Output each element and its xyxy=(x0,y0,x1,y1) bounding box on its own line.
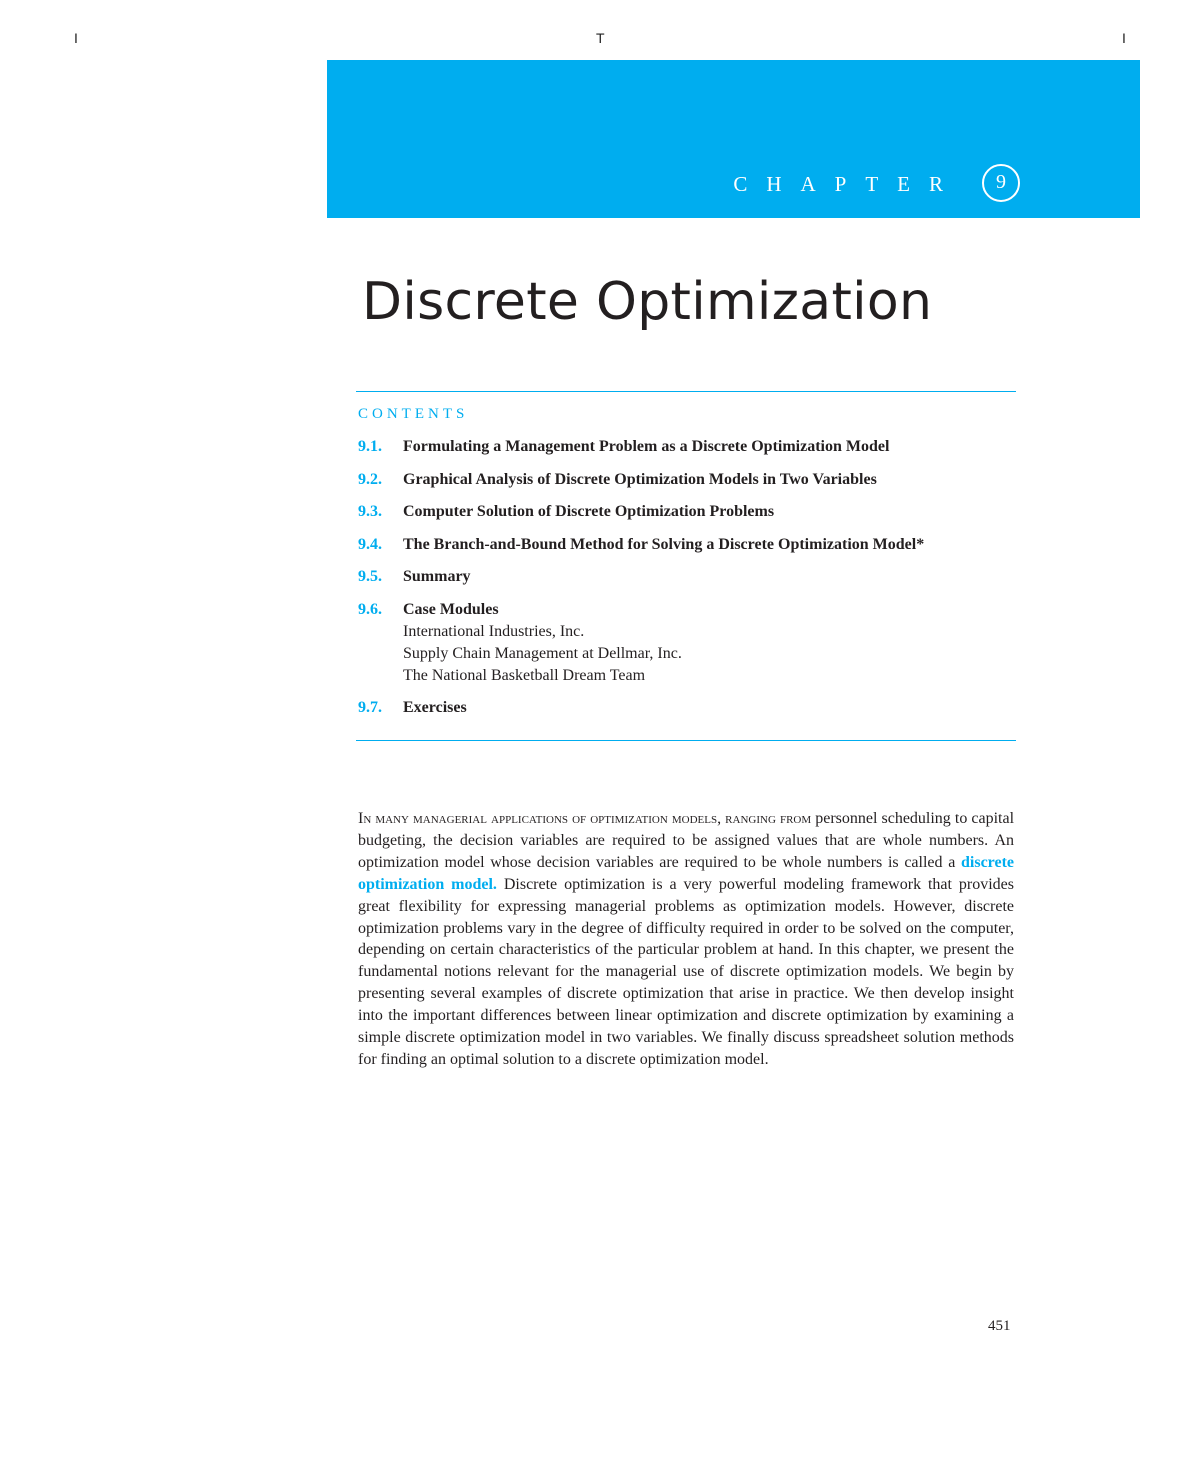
toc-title: The Branch-and-Bound Method for Solving a Discrete Optimization Model* xyxy=(403,535,925,553)
intro-paragraph xyxy=(358,808,1014,1071)
chapter-banner xyxy=(327,60,1140,218)
contents-top-rule xyxy=(356,391,1016,392)
chapter-number-badge: 9 xyxy=(982,164,1020,202)
page-number: 451 xyxy=(988,1318,1011,1334)
toc-item-9-3[interactable] xyxy=(358,501,1018,523)
crop-mark-left: I xyxy=(74,30,78,46)
chapter-title: Discrete Optimization xyxy=(362,272,933,332)
toc-item-9-1[interactable] xyxy=(358,436,1018,458)
contents-bottom-rule xyxy=(356,740,1016,741)
key-term: discrete optimization model. xyxy=(358,853,1015,893)
toc-subitem: Supply Chain Management at Dellmar, Inc. xyxy=(403,644,682,662)
intro-lead-in: In many managerial applications of optimization models, ranging from xyxy=(358,810,812,827)
toc-number: 9.3. xyxy=(358,503,382,520)
crop-mark-right: I xyxy=(1122,30,1126,46)
chapter-label: CHAPTER xyxy=(733,172,962,196)
toc-title: Graphical Analysis of Discrete Optimization Models in Two Variables xyxy=(403,470,877,488)
toc-number: 9.5. xyxy=(358,568,382,585)
crop-mark-center: T xyxy=(596,30,605,46)
toc-subitem: The National Basketball Dream Team xyxy=(403,666,646,684)
toc-title: Computer Solution of Discrete Optimization Problems xyxy=(403,503,775,520)
intro-text-after-term: Discrete optimization is a very powerful modeling framework that provides great flexibility for expressing managerial problems as optimization models. However, discrete optimization problems vary in the degree of difficulty required in order to be solved on the computer, depending on certain characteristics of the particular problem at hand. In this chapter, we present the fundamental notions relevant for the managerial use of discrete optimization models. We begin by presenting several examples of discrete optimization that arise in practice. We then develop insight into the important differences between linear optimization and discrete optimization by examining a simple discrete optimization model in two variables. We finally discuss spreadsheet solution methods for finding an optimal solution to a discrete optimization model. xyxy=(358,875,1014,1068)
toc-item-9-5[interactable] xyxy=(358,566,1018,588)
contents-heading: CONTENTS xyxy=(358,406,469,422)
intro-text-before-term: personnel scheduling to capital budgeting, the decision variables are required to be assigned values that are whole numbers. An optimization model whose decision variables are required to be whole numbers is called a xyxy=(358,810,1015,871)
toc-title: Case Modules xyxy=(403,600,499,618)
toc-item-9-7[interactable] xyxy=(358,697,1018,719)
toc-item-9-6[interactable] xyxy=(358,599,1018,687)
toc-number: 9.7. xyxy=(358,699,382,716)
toc-title: Formulating a Management Problem as a Discrete Optimization Model xyxy=(403,438,890,455)
toc-number: 9.6. xyxy=(358,600,382,618)
toc-number: 9.2. xyxy=(358,470,382,488)
toc-item-9-2[interactable] xyxy=(358,469,1018,491)
toc-number: 9.1. xyxy=(358,438,382,455)
toc-title: Summary xyxy=(403,568,471,585)
toc-item-9-4[interactable] xyxy=(358,534,1018,556)
toc-number: 9.4. xyxy=(358,535,382,553)
toc-title: Exercises xyxy=(403,699,467,716)
toc-subitem: International Industries, Inc. xyxy=(403,622,585,640)
table-of-contents xyxy=(358,436,1018,730)
